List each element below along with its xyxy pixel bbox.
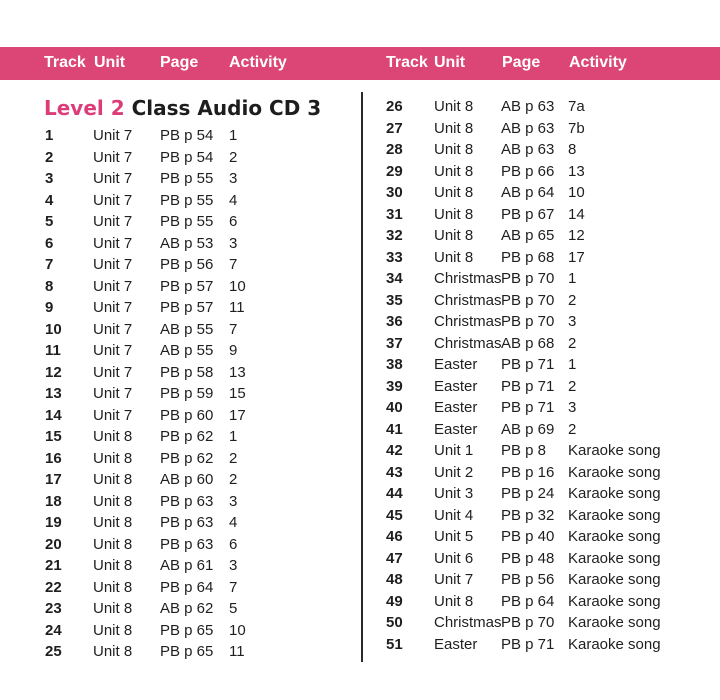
activity-cell: 11 (229, 299, 245, 316)
page-cell: PB p 64 (501, 592, 555, 610)
table-row (386, 354, 716, 376)
page-cell: PB p 65 (160, 621, 214, 639)
table-row (45, 469, 355, 491)
page-cell: PB p 40 (501, 528, 555, 545)
header-unit-left: Unit (94, 54, 126, 71)
unit-cell: Christmas (434, 334, 502, 352)
unit-cell: Christmas (434, 270, 502, 287)
table-row (45, 362, 355, 384)
page-cell: PB p 63 (160, 492, 214, 510)
unit-cell: Unit 8 (93, 449, 133, 467)
table-row (45, 598, 355, 620)
unit-cell: Unit 5 (434, 528, 474, 545)
unit-cell: Unit 8 (93, 600, 133, 617)
track-number: 1 (45, 127, 54, 144)
left-track-list (45, 125, 355, 663)
page-cell: PB p 62 (160, 428, 214, 445)
unit-cell: Unit 7 (93, 277, 133, 295)
unit-cell: Unit 8 (434, 592, 474, 610)
table-row (45, 577, 355, 599)
header-activity-left: Activity (229, 54, 287, 71)
activity-cell: 2 (229, 449, 238, 467)
page-cell: PB p 54 (160, 127, 214, 144)
unit-cell: Unit 8 (93, 492, 133, 510)
track-number: 11 (45, 342, 61, 359)
unit-cell: Unit 8 (93, 535, 133, 553)
activity-cell: 2 (229, 148, 238, 166)
track-number: 39 (386, 377, 403, 395)
table-row (45, 340, 355, 362)
page-cell: PB p 68 (501, 248, 555, 266)
page-cell: AB p 63 (501, 119, 555, 137)
page-cell: AB p 68 (501, 334, 555, 352)
unit-cell: Christmas (434, 313, 502, 330)
track-number: 40 (386, 399, 403, 416)
table-row (386, 204, 716, 226)
table-row (386, 612, 716, 634)
activity-cell: 12 (568, 227, 585, 244)
table-row (386, 118, 716, 140)
table-row (45, 555, 355, 577)
track-number: 19 (45, 514, 62, 531)
unit-cell: Unit 8 (93, 557, 133, 574)
track-number: 34 (386, 270, 403, 287)
page-cell: AB p 60 (160, 471, 214, 488)
track-number: 28 (386, 141, 403, 158)
activity-cell: 10 (568, 184, 585, 201)
unit-cell: Unit 8 (93, 621, 133, 639)
unit-cell: Easter (434, 399, 478, 416)
page-cell: PB p 60 (160, 406, 214, 424)
track-number: 46 (386, 528, 403, 545)
track-number: 5 (45, 213, 54, 230)
unit-cell: Unit 7 (93, 342, 133, 359)
unit-cell: Easter (434, 635, 478, 653)
page-cell: AB p 53 (160, 234, 214, 252)
table-row (45, 512, 355, 534)
unit-cell: Unit 7 (93, 363, 133, 381)
table-row (386, 247, 716, 269)
table-row (386, 311, 716, 333)
track-number: 33 (386, 248, 403, 266)
table-row (386, 225, 716, 247)
activity-cell: Karaoke song (568, 592, 661, 610)
unit-cell: Unit 8 (93, 428, 133, 445)
page-cell: PB p 56 (160, 256, 214, 273)
header-track-right: Track (386, 54, 428, 71)
table-row (386, 440, 716, 462)
table-row (45, 319, 355, 341)
track-number: 38 (386, 356, 403, 373)
track-number: 26 (386, 98, 403, 115)
unit-cell: Unit 7 (93, 127, 133, 144)
unit-cell: Unit 3 (434, 485, 474, 502)
page-cell: PB p 55 (160, 191, 214, 209)
page-cell: PB p 57 (160, 299, 214, 316)
page-cell: AB p 65 (501, 227, 555, 244)
table-row (45, 254, 355, 276)
activity-cell: 13 (229, 363, 246, 381)
unit-cell: Unit 4 (434, 506, 474, 524)
page-cell: PB p 70 (501, 291, 555, 309)
activity-cell: 3 (229, 492, 238, 510)
table-row (386, 182, 716, 204)
track-number: 31 (386, 205, 403, 223)
header-track-left: Track (44, 54, 86, 71)
page-cell: PB p 64 (160, 578, 214, 596)
page-cell: AB p 69 (501, 420, 555, 438)
table-row (386, 483, 716, 505)
table-row (386, 397, 716, 419)
activity-cell: Karaoke song (568, 442, 661, 459)
table-row (45, 405, 355, 427)
page-cell: AB p 62 (160, 600, 214, 617)
activity-cell: 17 (568, 248, 585, 266)
unit-cell: Unit 7 (93, 170, 133, 187)
track-number: 25 (45, 643, 62, 660)
table-row (386, 569, 716, 591)
unit-cell: Unit 8 (434, 162, 474, 180)
page-cell: PB p 32 (501, 506, 555, 524)
unit-cell: Unit 8 (93, 578, 133, 596)
table-row (45, 211, 355, 233)
activity-cell: 17 (229, 406, 246, 424)
page-cell: PB p 54 (160, 148, 214, 166)
page-cell: AB p 63 (501, 141, 555, 158)
activity-cell: Karaoke song (568, 571, 661, 588)
track-number: 44 (386, 485, 403, 502)
track-number: 8 (45, 277, 54, 295)
page-cell: PB p 71 (501, 399, 555, 416)
header-unit-right: Unit (434, 54, 466, 71)
track-number: 20 (45, 535, 62, 553)
unit-cell: Unit 7 (93, 148, 133, 166)
activity-cell: 5 (229, 600, 238, 617)
table-row (386, 526, 716, 548)
table-row (386, 376, 716, 398)
title-cd: Class Audio CD 3 (131, 96, 322, 120)
track-number: 16 (45, 449, 62, 467)
header-activity-right: Activity (569, 54, 627, 71)
activity-cell: 2 (568, 334, 577, 352)
title-level: Level 2 (44, 96, 125, 120)
activity-cell: 7 (229, 320, 238, 338)
track-number: 47 (386, 549, 403, 567)
unit-cell: Unit 8 (93, 514, 133, 531)
table-row (45, 190, 355, 212)
unit-cell: Unit 7 (434, 571, 474, 588)
track-number: 30 (386, 184, 403, 201)
track-number: 21 (45, 557, 62, 574)
page-cell: PB p 16 (501, 463, 555, 481)
table-row (386, 161, 716, 183)
activity-cell: 10 (229, 277, 246, 295)
table-row (45, 448, 355, 470)
unit-cell: Unit 7 (93, 385, 133, 402)
right-track-list (386, 96, 716, 655)
track-number: 7 (45, 256, 54, 273)
page-cell: PB p 67 (501, 205, 555, 223)
table-row (386, 268, 716, 290)
page-cell: PB p 62 (160, 449, 214, 467)
table-row (45, 297, 355, 319)
page-cell: AB p 63 (501, 98, 555, 115)
unit-cell: Unit 1 (434, 442, 474, 459)
page-cell: PB p 57 (160, 277, 214, 295)
activity-cell: 6 (229, 213, 238, 230)
track-number: 23 (45, 600, 62, 617)
header-page-left: Page (160, 54, 199, 71)
table-row (386, 96, 716, 118)
unit-cell: Unit 8 (93, 471, 133, 488)
track-number: 10 (45, 320, 62, 338)
page-cell: PB p 66 (501, 162, 555, 180)
table-row (45, 125, 355, 147)
activity-cell: 3 (568, 313, 577, 330)
unit-cell: Unit 7 (93, 320, 133, 338)
unit-cell: Easter (434, 377, 478, 395)
unit-cell: Unit 7 (93, 191, 133, 209)
activity-cell: 15 (229, 385, 246, 402)
page-cell: PB p 59 (160, 385, 214, 402)
activity-cell: 3 (229, 170, 238, 187)
unit-cell: Unit 8 (434, 248, 474, 266)
track-number: 14 (45, 406, 62, 424)
activity-cell: 1 (229, 127, 238, 144)
activity-cell: 7a (568, 98, 585, 115)
activity-cell: 7 (229, 578, 238, 596)
page-cell: PB p 71 (501, 377, 555, 395)
track-number: 12 (45, 363, 62, 381)
track-number: 48 (386, 571, 403, 588)
page-cell: PB p 63 (160, 514, 214, 531)
activity-cell: Karaoke song (568, 506, 661, 524)
unit-cell: Unit 8 (434, 227, 474, 244)
track-number: 35 (386, 291, 403, 309)
table-row (45, 426, 355, 448)
unit-cell: Unit 7 (93, 299, 133, 316)
unit-cell: Unit 6 (434, 549, 474, 567)
table-row (45, 534, 355, 556)
page-cell: PB p 63 (160, 535, 214, 553)
activity-cell: Karaoke song (568, 528, 661, 545)
table-row (45, 491, 355, 513)
track-number: 51 (386, 635, 403, 653)
table-row (45, 233, 355, 255)
table-row (45, 383, 355, 405)
table-row (386, 419, 716, 441)
track-number: 43 (386, 463, 403, 481)
track-number: 6 (45, 234, 54, 252)
page-cell: PB p 8 (501, 442, 547, 459)
activity-cell: 2 (229, 471, 238, 488)
unit-cell: Unit 7 (93, 213, 133, 230)
track-number: 4 (45, 191, 54, 209)
page-cell: AB p 64 (501, 184, 555, 201)
activity-cell: Karaoke song (568, 635, 661, 653)
unit-cell: Unit 8 (434, 119, 474, 137)
track-number: 37 (386, 334, 403, 352)
track-number: 24 (45, 621, 62, 639)
page-cell: PB p 55 (160, 170, 214, 187)
page-cell: AB p 55 (160, 342, 214, 359)
track-number: 32 (386, 227, 403, 244)
unit-cell: Christmas (434, 614, 502, 631)
track-number: 29 (386, 162, 403, 180)
page-cell: PB p 71 (501, 356, 555, 373)
activity-cell: Karaoke song (568, 463, 661, 481)
track-number: 15 (45, 428, 62, 445)
activity-cell: Karaoke song (568, 614, 661, 631)
page-cell: PB p 71 (501, 635, 555, 653)
table-row (386, 462, 716, 484)
track-number: 27 (386, 119, 403, 137)
activity-cell: 3 (568, 399, 577, 416)
page-cell: PB p 70 (501, 270, 555, 287)
activity-cell: 9 (229, 342, 238, 359)
unit-cell: Unit 2 (434, 463, 474, 481)
unit-cell: Unit 8 (434, 141, 474, 158)
activity-cell: 14 (568, 205, 585, 223)
track-number: 13 (45, 385, 62, 402)
track-number: 9 (45, 299, 54, 316)
page-cell: PB p 70 (501, 614, 555, 631)
activity-cell: 3 (229, 234, 238, 252)
activity-cell: Karaoke song (568, 485, 661, 502)
table-row (386, 333, 716, 355)
track-number: 50 (386, 614, 403, 631)
activity-cell: 1 (229, 428, 238, 445)
page-cell: PB p 48 (501, 549, 555, 567)
unit-cell: Unit 7 (93, 406, 133, 424)
unit-cell: Unit 7 (93, 256, 133, 273)
page-cell: PB p 65 (160, 643, 214, 660)
unit-cell: Easter (434, 420, 478, 438)
track-number: 42 (386, 442, 403, 459)
activity-cell: 7b (568, 119, 585, 137)
activity-cell: Karaoke song (568, 549, 661, 567)
table-row (386, 591, 716, 613)
page-cell: AB p 61 (160, 557, 214, 574)
table-row (386, 139, 716, 161)
table-row (386, 505, 716, 527)
table-row (45, 168, 355, 190)
activity-cell: 11 (229, 643, 245, 660)
unit-cell: Unit 8 (434, 205, 474, 223)
table-row (45, 276, 355, 298)
activity-cell: 2 (568, 377, 577, 395)
page-cell: PB p 24 (501, 485, 555, 502)
unit-cell: Unit 8 (93, 643, 133, 660)
unit-cell: Easter (434, 356, 478, 373)
page-cell: PB p 56 (501, 571, 555, 588)
track-number: 41 (386, 420, 403, 438)
track-number: 18 (45, 492, 62, 510)
page-cell: AB p 55 (160, 320, 214, 338)
track-number: 2 (45, 148, 54, 166)
column-divider (361, 92, 363, 662)
table-row (386, 634, 716, 656)
page-cell: PB p 58 (160, 363, 214, 381)
activity-cell: 6 (229, 535, 238, 553)
activity-cell: 13 (568, 162, 585, 180)
activity-cell: 8 (568, 141, 577, 158)
track-number: 22 (45, 578, 62, 596)
track-number: 17 (45, 471, 62, 488)
activity-cell: 2 (568, 291, 577, 309)
activity-cell: 3 (229, 557, 238, 574)
track-number: 36 (386, 313, 403, 330)
table-row (45, 641, 355, 663)
track-number: 49 (386, 592, 403, 610)
activity-cell: 2 (568, 420, 577, 438)
table-row (386, 290, 716, 312)
track-number: 3 (45, 170, 54, 187)
activity-cell: 4 (229, 191, 238, 209)
unit-cell: Christmas (434, 291, 502, 309)
activity-cell: 7 (229, 256, 238, 273)
table-row (45, 620, 355, 642)
activity-cell: 1 (568, 270, 577, 287)
activity-cell: 10 (229, 621, 246, 639)
header-page-right: Page (502, 54, 541, 71)
unit-cell: Unit 8 (434, 184, 474, 201)
track-number: 45 (386, 506, 403, 524)
unit-cell: Unit 8 (434, 98, 474, 115)
activity-cell: 4 (229, 514, 238, 531)
page-cell: PB p 55 (160, 213, 214, 230)
activity-cell: 1 (568, 356, 577, 373)
page-cell: PB p 70 (501, 313, 555, 330)
table-row (386, 548, 716, 570)
unit-cell: Unit 7 (93, 234, 133, 252)
page-title (44, 96, 321, 120)
table-row (45, 147, 355, 169)
